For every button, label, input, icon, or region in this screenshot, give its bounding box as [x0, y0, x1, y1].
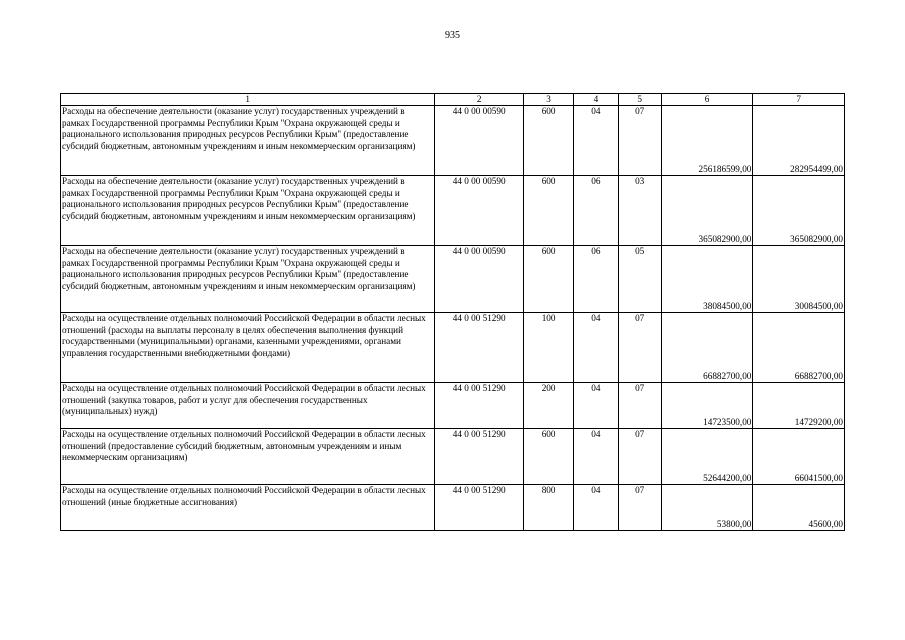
row-section: 06	[574, 176, 618, 246]
table-header-row	[61, 94, 845, 106]
row-subsection: 07	[618, 313, 661, 383]
row-description: Расходы на обеспечение деятельности (оказание услуг) государственных учреждений в рамках Государственной программы Республики Крым "Охрана окружающей среды и рационального использования природных ресурсов Республики Крым" (предоставление субсидий бюджетным, автономным учреждениям и иным некоммерческим организациям)	[61, 246, 435, 313]
column-header-3: 3	[523, 94, 573, 106]
row-target-code: 44 0 00 00590	[435, 176, 524, 246]
row-amount-col7: 66041500,00	[753, 429, 845, 485]
row-section: 04	[574, 383, 618, 429]
row-subsection: 07	[618, 383, 661, 429]
table-row	[61, 106, 845, 176]
row-amount-col6: 365082900,00	[661, 176, 753, 246]
column-header-5: 5	[618, 94, 661, 106]
row-expense-type: 600	[523, 246, 573, 313]
table-row	[61, 429, 845, 485]
row-target-code: 44 0 00 00590	[435, 246, 524, 313]
row-target-code: 44 0 00 51290	[435, 383, 524, 429]
row-description: Расходы на осуществление отдельных полномочий Российской Федерации в области лесных отношений (расходы на выплаты персоналу в целях обеспечения выполнения функций государственными (муниципальными) органами, казенными учреждениями, органами управления государственными внебюджетными фондами)	[61, 313, 435, 383]
row-description: Расходы на осуществление отдельных полномочий Российской Федерации в области лесных отношений (предоставление субсидий бюджетным, автономным учреждениям и иным некоммерческим организациям)	[61, 429, 435, 485]
row-expense-type: 600	[523, 106, 573, 176]
row-subsection: 05	[618, 246, 661, 313]
table-row	[61, 485, 845, 531]
row-expense-type: 600	[523, 429, 573, 485]
row-amount-col7: 30084500,00	[753, 246, 845, 313]
row-target-code: 44 0 00 51290	[435, 429, 524, 485]
row-description: Расходы на осуществление отдельных полномочий Российской Федерации в области лесных отношений (закупка товаров, работ и услуг для обеспечения государственных (муниципальных) нужд)	[61, 383, 435, 429]
page-number: 935	[445, 30, 460, 41]
column-header-7: 7	[753, 94, 845, 106]
row-description: Расходы на обеспечение деятельности (оказание услуг) государственных учреждений в рамках Государственной программы Республики Крым "Охрана окружающей среды и рационального использования природных ресурсов Республики Крым" (предоставление субсидий бюджетным, автономным учреждениям и иным некоммерческим организациям)	[61, 176, 435, 246]
row-section: 04	[574, 485, 618, 531]
row-amount-col7: 365082900,00	[753, 176, 845, 246]
table-row	[61, 176, 845, 246]
row-expense-type: 600	[523, 176, 573, 246]
row-amount-col7: 66882700,00	[753, 313, 845, 383]
row-subsection: 07	[618, 106, 661, 176]
row-section: 04	[574, 429, 618, 485]
row-description: Расходы на обеспечение деятельности (оказание услуг) государственных учреждений в рамках Государственной программы Республики Крым "Охрана окружающей среды и рационального использования природных ресурсов Республики Крым" (предоставление субсидий бюджетным, автономным учреждениям и иным некоммерческим организациям)	[61, 106, 435, 176]
column-header-4: 4	[574, 94, 618, 106]
row-section: 04	[574, 106, 618, 176]
row-target-code: 44 0 00 00590	[435, 106, 524, 176]
row-expense-type: 200	[523, 383, 573, 429]
row-amount-col6: 14723500,00	[661, 383, 753, 429]
row-expense-type: 100	[523, 313, 573, 383]
row-amount-col6: 52644200,00	[661, 429, 753, 485]
row-section: 04	[574, 313, 618, 383]
row-amount-col6: 38084500,00	[661, 246, 753, 313]
row-target-code: 44 0 00 51290	[435, 485, 524, 531]
row-expense-type: 800	[523, 485, 573, 531]
row-description: Расходы на осуществление отдельных полномочий Российской Федерации в области лесных отношений (иные бюджетные ассигнования)	[61, 485, 435, 531]
row-amount-col7: 45600,00	[753, 485, 845, 531]
row-amount-col7: 282954499,00	[753, 106, 845, 176]
table-row	[61, 313, 845, 383]
column-header-1: 1	[61, 94, 435, 106]
row-amount-col7: 14729200,00	[753, 383, 845, 429]
table-row	[61, 383, 845, 429]
row-target-code: 44 0 00 51290	[435, 313, 524, 383]
row-subsection: 07	[618, 485, 661, 531]
column-header-6: 6	[661, 94, 753, 106]
row-section: 06	[574, 246, 618, 313]
row-amount-col6: 256186599,00	[661, 106, 753, 176]
row-amount-col6: 53800,00	[661, 485, 753, 531]
budget-table	[60, 93, 845, 531]
table-row	[61, 246, 845, 313]
row-subsection: 03	[618, 176, 661, 246]
row-amount-col6: 66882700,00	[661, 313, 753, 383]
row-subsection: 07	[618, 429, 661, 485]
column-header-2: 2	[435, 94, 524, 106]
